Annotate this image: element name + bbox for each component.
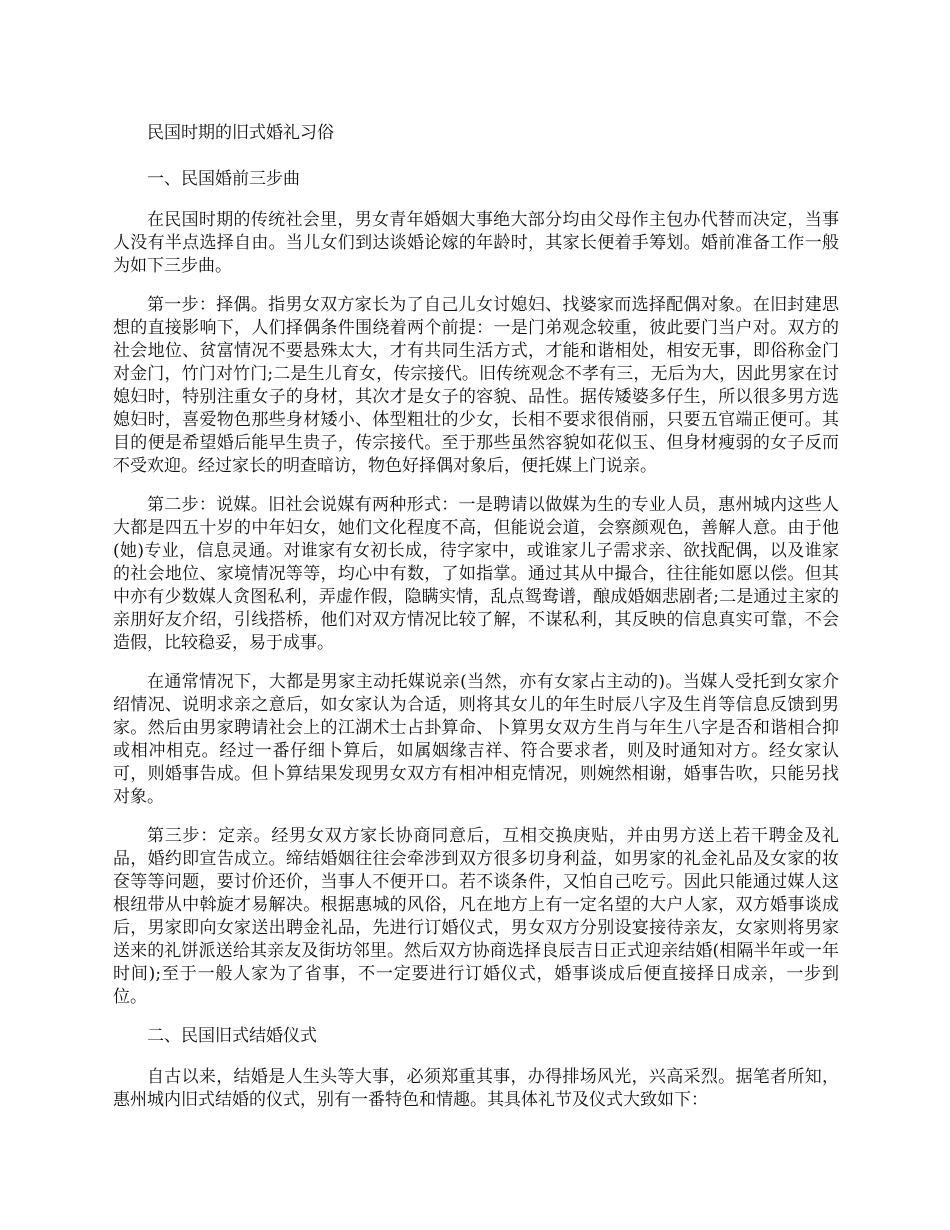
paragraph-matchmaking-process: 在通常情况下，大都是男家主动托媒说亲(当然，亦有女家占主动的)。当媒人受托到女家介绍情况、说明求亲之意后，如女家认为合适，则将其女儿的年生时辰八字及生肖等信息反馈到男家。然后由男家聘请社会上的江湖术士占卦算命、卜算男女双方生肖与年生八字是否和谐相合抑或相冲相克。经过一番仔细卜算后，如属姻缘吉祥、符合要求者，则及时通知对方。经女家认可，则婚事告成。但卜算结果发现男女双方有相冲相克情况，则婉然相谢，婚事告吹，只能另找对象。 <box>113 672 839 807</box>
section-heading-wedding-ceremony: 二、民国旧式结婚仪式 <box>147 1026 317 1046</box>
document-title: 民国时期的旧式婚礼习俗 <box>147 123 334 143</box>
section-heading-premarital: 一、民国婚前三步曲 <box>147 169 300 189</box>
document-page <box>113 122 839 1128</box>
paragraph-ceremony-intro: 自古以来，结婚是人生头等大事，必须郑重其事，办得排场风光，兴高采烈。据笔者所知，惠州城内旧式结婚的仪式，别有一番特色和情趣。其具体礼节及仪式大致如下： <box>113 1067 839 1110</box>
paragraph-step2-matchmaking: 第二步：说媒。旧社会说媒有两种形式：一是聘请以做媒为生的专业人员，惠州城内这些人大都是四五十岁的中年妇女，她们文化程度不高，但能说会道，会察颜观色，善解人意。由于他(她)专业，信息灵通。对谁家有女初长成，待字家中，或谁家儿子需求亲、欲找配偶，以及谁家的社会地位、家境情况等等，均心中有数，了如指掌。通过其从中撮合，往往能如愿以偿。但其中亦有少数媒人贪图私利，弄虚作假，隐瞒实情，乱点鸳鸯谱，酿成婚姻悲剧者;二是通过主家的亲朋好友介绍，引线搭桥，他们对双方情况比较了解，不谋私利，其反映的信息真实可靠，不会造假，比较稳妥，易于成事。 <box>113 495 839 653</box>
paragraph-step1-choosing-spouse: 第一步：择偶。指男女双方家长为了自己儿女讨媳妇、找婆家而选择配偶对象。在旧封建思想的直接影响下，人们择偶条件围绕着两个前提：一是门弟观念较重，彼此要门当户对。双方的社会地位、贫富情况不要悬殊太大，才有共同生活方式，才能和谐相处，相安无事，即俗称金门对金门，竹门对竹门;二是生儿育女，传宗接代。旧传统观念不孝有三，无后为大，因此男家在讨媳妇时，特别注重女子的身材，其次才是女子的容貌、品性。据传矮婆多仔生，所以很多男方选媳妇时，喜爱物色那些身材矮小、体型粗壮的少女，长相不要求很俏丽，只要五官端正便可。其目的便是希望婚后能早生贵子，传宗接代。至于那些虽然容貌如花似玉、但身材瘦弱的女子反而不受欢迎。经过家长的明查暗访，物色好择偶对象后，便托媒上门说亲。 <box>113 295 839 476</box>
paragraph-intro: 在民国时期的传统社会里，男女青年婚姻大事绝大部分均由父母作主包办代替而决定，当事人没有半点选择自由。当儿女们到达谈婚论嫁的年龄时，其家长便着手筹划。婚前准备工作一般为如下三步曲。 <box>113 210 839 276</box>
paragraph-step3-engagement: 第三步：定亲。经男女双方家长协商同意后，互相交换庚贴，并由男方送上若干聘金及礼品，婚约即宣告成立。缔结婚姻往往会牵涉到双方很多切身利益，如男家的礼金礼品及女家的妆奁等等问题，要讨价还价，当事人不便开口。若不谈条件，又怕自己吃亏。因此只能通过媒人这根纽带从中斡旋才易解决。根据惠城的风俗，凡在地方上有一定名望的大户人家，双方婚事谈成后，男家即向女家送出聘金礼品，先进行订婚仪式，男女双方分别设宴接待亲友，女家则将男家送来的礼饼派送给其亲友及街坊邻里。然后双方协商选择良辰吉日正式迎亲结婚(相隔半年或一年时间);至于一般人家为了省事，不一定要进行订婚仪式，婚事谈成后便直接择日成亲，一步到位。 <box>113 826 839 1007</box>
